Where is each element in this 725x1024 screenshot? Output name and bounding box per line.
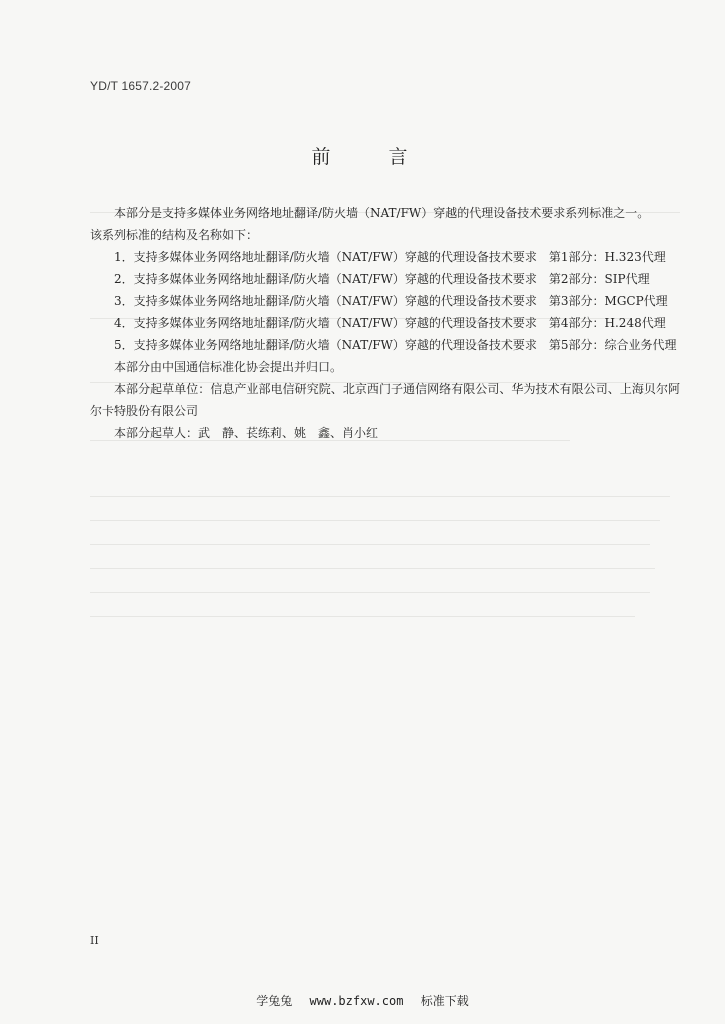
site-footer [0,992,725,1009]
series-structure-line: 该系列标准的结构及名称如下： [90,228,259,242]
series-item-1: 1．支持多媒体业务网络地址翻译/防火墙（NAT/FW）穿越的代理设备技术要求 第1部分：H.323代理 [114,250,666,264]
show-through-line [90,616,635,617]
site-tagline: 标准下载 [420,994,469,1008]
document-code: YD/T 1657.2-2007 [90,79,192,93]
show-through-line [90,568,655,569]
series-item-3: 3．支持多媒体业务网络地址翻译/防火墙（NAT/FW）穿越的代理设备技术要求 第3部分：MGCP代理 [114,294,668,308]
series-item-4: 4．支持多媒体业务网络地址翻译/防火墙（NAT/FW）穿越的代理设备技术要求 第4部分：H.248代理 [114,316,666,330]
drafters-paragraph: 本部分起草人：武 静、苌练莉、姚 鑫、肖小红 [114,426,379,440]
show-through-line [90,496,670,497]
site-url-link[interactable]: www.bzfxw.com [309,994,404,1008]
site-name: 学兔兔 [256,994,293,1008]
series-item-5: 5．支持多媒体业务网络地址翻译/防火墙（NAT/FW）穿越的代理设备技术要求 第5部分：综合业务代理 [114,338,677,352]
show-through-line [90,520,660,521]
intro-paragraph: 本部分是支持多媒体业务网络地址翻译/防火墙（NAT/FW）穿越的代理设备技术要求系列标准之一。 [114,206,650,220]
foreword-body [90,202,680,444]
page-number: II [90,934,99,947]
show-through-line [90,544,650,545]
show-through-line [90,592,650,593]
drafting-units-paragraph: 本部分起草单位：信息产业部电信研究院、北京西门子通信网络有限公司、华为技术有限公司、上海贝尔阿尔卡特股份有限公司 [90,382,680,418]
proposer-paragraph: 本部分由中国通信标准化协会提出并归口。 [114,360,343,374]
series-item-2: 2．支持多媒体业务网络地址翻译/防火墙（NAT/FW）穿越的代理设备技术要求 第2部分：SIP代理 [114,272,650,286]
page-title: 前 言 [311,146,434,168]
